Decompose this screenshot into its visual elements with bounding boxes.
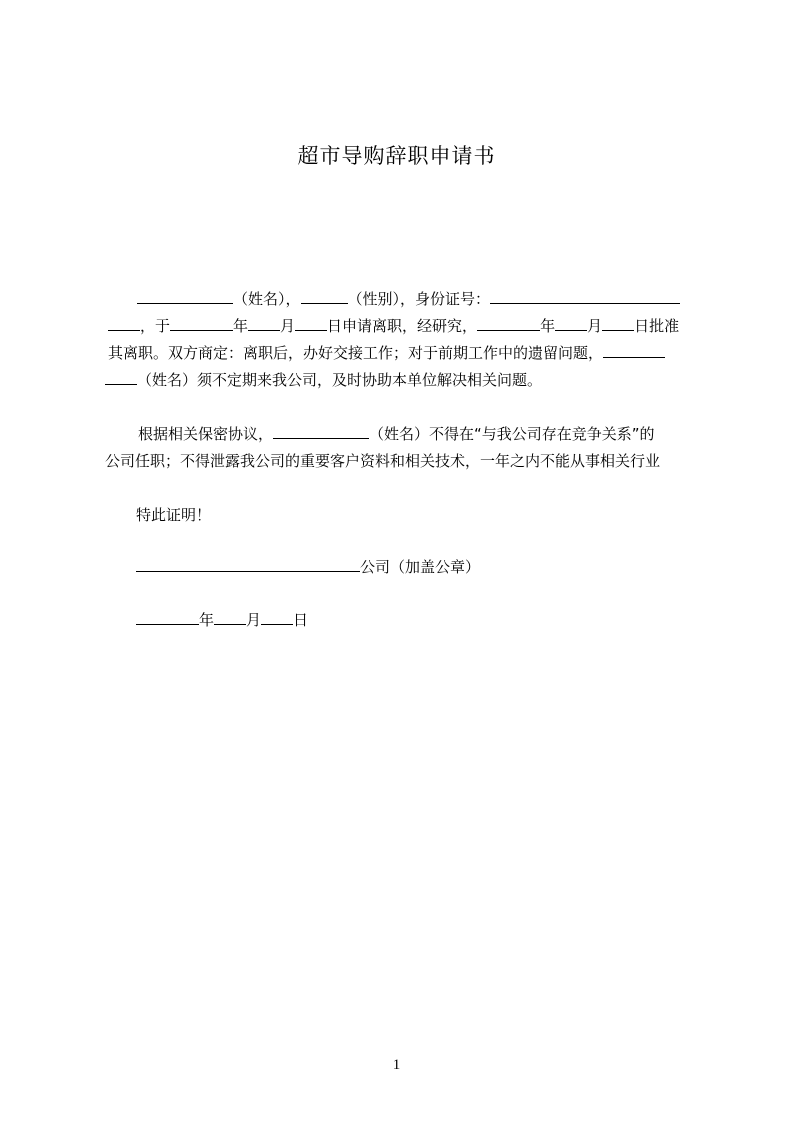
apply-year-blank[interactable] xyxy=(170,316,233,331)
paragraph-1-line-2 xyxy=(108,315,679,337)
page-number: 1 xyxy=(392,1057,401,1073)
text-segment: 月 xyxy=(587,317,603,335)
text-segment: （姓名）须不定期来我公司，及时协助本单位解决相关问题。 xyxy=(137,371,543,389)
text-segment: 公司任职；不得泄露我公司的重要客户资料和相关技术，一年之内不能从事相关行业 xyxy=(105,452,661,470)
date-month-blank[interactable] xyxy=(214,610,246,625)
company-seal-line xyxy=(136,556,480,578)
paragraph-1-line-3 xyxy=(108,342,665,364)
approve-day-blank[interactable] xyxy=(602,316,634,331)
text-segment: 年 xyxy=(540,317,556,335)
contact-name-blank-continued[interactable] xyxy=(105,370,137,385)
text-segment: 日申请离职，经研究， xyxy=(327,317,478,335)
confidentiality-name-blank[interactable] xyxy=(273,424,369,439)
paragraph-1-line-1 xyxy=(137,288,680,310)
text-segment: 公司（加盖公章） xyxy=(360,558,481,576)
approve-year-blank[interactable] xyxy=(477,316,540,331)
text-segment: （姓名）， xyxy=(233,290,301,308)
gender-blank[interactable] xyxy=(301,289,348,304)
text-segment: 年 xyxy=(199,611,215,629)
paragraph-2-line-2 xyxy=(105,450,660,472)
text-segment: 月 xyxy=(246,611,262,629)
text-segment: 其离职。双方商定：离职后，办好交接工作；对于前期工作中的遗留问题， xyxy=(108,344,604,362)
text-segment: 日 xyxy=(293,611,309,629)
text-segment: ，于 xyxy=(140,317,171,335)
date-year-blank[interactable] xyxy=(136,610,199,625)
id-number-blank-continued[interactable] xyxy=(108,316,140,331)
date-day-blank[interactable] xyxy=(261,610,293,625)
text-segment: 根据相关保密协议， xyxy=(138,425,274,443)
text-segment: 日批准 xyxy=(634,317,680,335)
contact-name-blank[interactable] xyxy=(603,343,665,358)
closing-statement: 特此证明！ xyxy=(136,506,212,524)
apply-month-blank[interactable] xyxy=(248,316,280,331)
text-segment: 年 xyxy=(233,317,249,335)
paragraph-2-line-1 xyxy=(138,423,655,445)
paragraph-1-line-4 xyxy=(105,369,542,391)
text-segment: 月 xyxy=(280,317,296,335)
apply-day-blank[interactable] xyxy=(295,316,327,331)
company-name-blank[interactable] xyxy=(136,557,360,572)
document-title: 超市导购辞职申请书 xyxy=(297,144,496,168)
id-number-blank[interactable] xyxy=(490,289,680,304)
name-blank[interactable] xyxy=(137,289,233,304)
text-segment: （姓名）不得在“与我公司存在竞争关系”的 xyxy=(369,425,655,443)
text-segment: （性别），身份证号： xyxy=(347,290,491,308)
approve-month-blank[interactable] xyxy=(555,316,587,331)
date-line xyxy=(136,609,308,631)
